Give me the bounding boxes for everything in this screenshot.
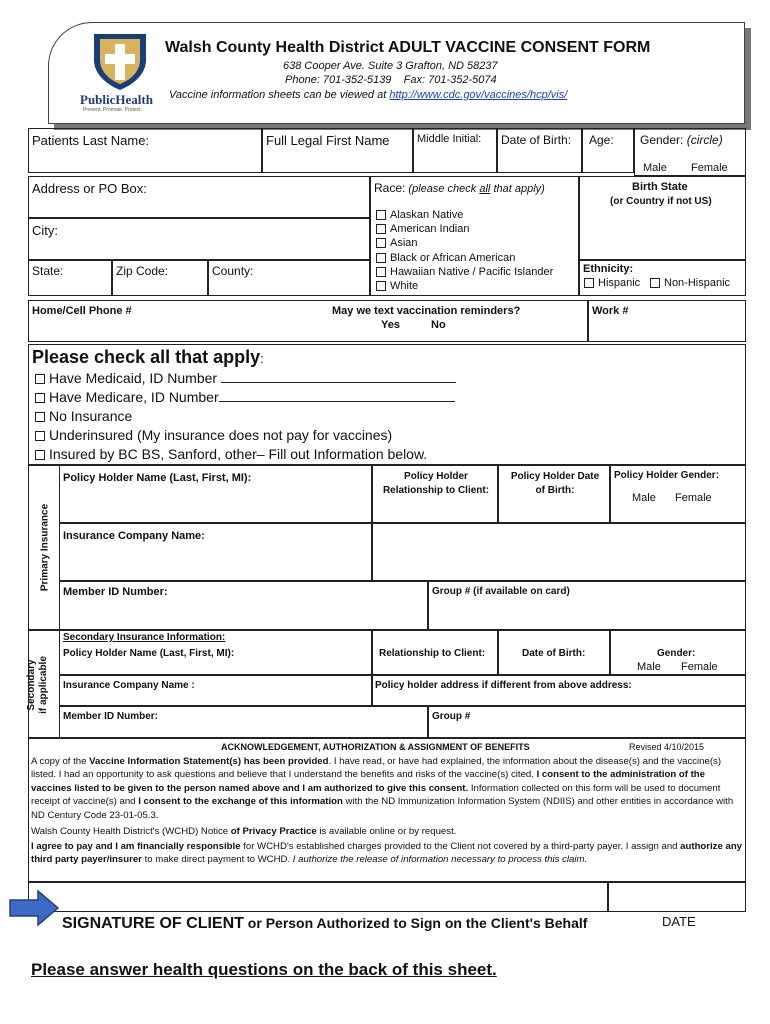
text-yes[interactable]: Yes: [381, 319, 400, 331]
zip-label: Zip Code:: [116, 264, 169, 278]
vis-link[interactable]: http://www.cdc.gov/vaccines/hcp/vis/: [389, 89, 568, 101]
coverage-medicaid[interactable]: Have Medicaid, ID Number: [35, 370, 456, 386]
ack-revised: Revised 4/10/2015: [629, 742, 705, 752]
secondary-heading: Secondary Insurance Information:: [63, 632, 226, 643]
middle-initial-label: Middle Initial:: [417, 133, 482, 145]
checkbox-icon: [35, 412, 45, 422]
primary-gender-male[interactable]: Male: [632, 492, 656, 504]
secondary-member-id-label: Member ID Number:: [63, 711, 159, 722]
secondary-holder-name-cell[interactable]: [59, 630, 372, 675]
work-phone-label: Work #: [592, 305, 629, 317]
primary-company-cell[interactable]: [59, 523, 372, 581]
primary-gender-female[interactable]: Female: [675, 492, 712, 504]
ack-paragraph-1: A copy of the Vaccine Information Statement(s) has been provided. I have read, or have had explained, the information about the disease(s) and the vaccine(s) listed. I had an opportunity to ask questions and believe that I understand the benefits and risks of the vaccine(s) cited. I consent to the administration of the vaccines listed to be given to the person named above and I am authorized to give this consent. Information collected on this form will be used to document receipt of vaccine(s) and I consent to the exchange of this information with the ND Immunization Information System (NDIIS) and other entities in accordance with ND Century Code 23-01-05.3.: [31, 756, 734, 821]
checkbox-icon: [35, 374, 45, 384]
primary-relationship-label: Policy Holder Relationship to Client:: [382, 471, 490, 496]
clinic-phone: Phone: 701-352-5139 Fax: 701-352-5074: [285, 74, 497, 86]
coverage-no-insurance[interactable]: No Insurance: [35, 408, 132, 424]
primary-member-id-cell[interactable]: [59, 581, 428, 630]
middle-initial-cell[interactable]: [413, 128, 497, 173]
race-hawaiian[interactable]: Hawaiian Native / Pacific Islander: [376, 266, 553, 278]
gender-label: Gender: (circle): [640, 133, 723, 147]
logo-tagline: Prevent. Promote. Protect.: [83, 107, 142, 113]
primary-company-label: Insurance Company Name:: [63, 530, 205, 542]
state-cell[interactable]: [28, 260, 112, 296]
dob-cell[interactable]: [497, 128, 582, 173]
secondary-gender-female[interactable]: Female: [681, 661, 718, 673]
secondary-gender-label: Gender:: [657, 648, 696, 659]
first-name-cell[interactable]: [262, 128, 413, 173]
vis-text: Vaccine information sheets can be viewed at: [169, 89, 387, 101]
secondary-address-cell[interactable]: [372, 675, 746, 706]
race-black[interactable]: Black or African American: [376, 252, 515, 264]
checkbox-icon: [376, 253, 386, 263]
ethnicity-non-hispanic[interactable]: Non-Hispanic: [650, 277, 730, 289]
form-title: Walsh County Health District ADULT VACCINE CONSENT FORM: [165, 39, 651, 56]
checkbox-icon: [35, 450, 45, 460]
secondary-relationship-label: Relationship to Client:: [379, 648, 486, 659]
last-name-label: Patients Last Name:: [32, 133, 150, 148]
secondary-dob-label: Date of Birth:: [522, 648, 586, 659]
birth-state-label: Birth State: [632, 181, 688, 193]
shield-cross-icon: [80, 30, 160, 92]
clinic-address: 638 Cooper Ave. Suite 3 Grafton, ND 58237: [283, 60, 498, 72]
checkbox-icon: [376, 224, 386, 234]
ethnicity-hispanic[interactable]: Hispanic: [584, 277, 640, 289]
age-cell[interactable]: [582, 128, 634, 173]
age-label: Age:: [589, 133, 614, 147]
county-cell[interactable]: [208, 260, 370, 296]
address-label: Address or PO Box:: [32, 181, 147, 196]
checkbox-icon: [584, 278, 594, 288]
primary-side-label: Primary Insurance: [39, 503, 51, 592]
secondary-side-label: Secondary if applicable: [26, 656, 49, 714]
ack-paragraph-3: I agree to pay and I am financially responsible for WCHD's established charges provided to the Client not covered by a third-party payer. I assign and authorize any third party payer/insurer to make direct payment to WCHD. I authorize the release of information necessary to process this claim.: [31, 841, 743, 866]
race-alaskan[interactable]: Alaskan Native: [376, 209, 463, 221]
checkbox-icon: [376, 267, 386, 277]
coverage-insured[interactable]: Insured by BC BS, Sanford, other– Fill out Information below.: [35, 446, 427, 462]
race-white[interactable]: White: [376, 280, 418, 292]
primary-gender-label: Policy Holder Gender:: [614, 470, 720, 481]
primary-group-cell[interactable]: [428, 581, 746, 630]
race-label: Race: (please check all that apply): [374, 181, 545, 195]
gender-male[interactable]: Male: [643, 162, 667, 174]
checkbox-icon: [376, 210, 386, 220]
secondary-group-label: Group #: [432, 711, 471, 722]
race-asian[interactable]: Asian: [376, 237, 418, 249]
coverage-medicare[interactable]: Have Medicare, ID Number: [35, 389, 455, 405]
text-question: May we text vaccination reminders?: [332, 305, 521, 317]
coverage-underinsured[interactable]: Underinsured (My insurance does not pay for vaccines): [35, 427, 392, 443]
secondary-relationship-cell[interactable]: [372, 630, 498, 675]
birth-state-cell[interactable]: [579, 176, 746, 260]
primary-holder-name-cell[interactable]: [59, 465, 372, 523]
gender-cell: [634, 128, 746, 176]
secondary-gender-male[interactable]: Male: [637, 661, 661, 673]
secondary-holder-name-label: Policy Holder Name (Last, First, MI):: [63, 648, 235, 659]
address-cell[interactable]: [28, 176, 370, 218]
primary-group-label: Group # (if available on card): [432, 586, 570, 597]
text-no[interactable]: No: [431, 319, 446, 331]
primary-company-value-cell[interactable]: [372, 523, 746, 581]
footer-note: Please answer health questions on the back of this sheet.: [31, 960, 497, 979]
coverage-heading: Please check all that apply:: [32, 347, 264, 367]
phone-cell[interactable]: [28, 300, 588, 342]
phone-label: Home/Cell Phone #: [32, 305, 132, 317]
coverage-section: [28, 344, 746, 465]
secondary-company-cell[interactable]: [59, 675, 372, 706]
ethnicity-label: Ethnicity:: [583, 263, 634, 275]
secondary-member-id-cell[interactable]: [59, 706, 428, 738]
checkbox-icon: [35, 393, 45, 403]
state-label: State:: [32, 264, 64, 278]
primary-holder-name-label: Policy Holder Name (Last, First, MI):: [63, 472, 252, 484]
zip-cell[interactable]: [112, 260, 208, 296]
dob-label: Date of Birth:: [501, 133, 572, 147]
checkbox-icon: [35, 431, 45, 441]
primary-gender-cell: [610, 465, 746, 523]
public-health-logo: [80, 30, 160, 112]
date-field[interactable]: [608, 882, 746, 912]
vis-info: [169, 89, 567, 101]
logo-text: PublicHealth: [80, 92, 153, 107]
signature-field[interactable]: [28, 882, 608, 912]
signature-label: SIGNATURE OF CLIENT or Person Authorized to Sign on the Client's Behalf: [62, 915, 588, 932]
secondary-address-label: Policy holder address if different from above address:: [375, 680, 632, 691]
checkbox-icon: [376, 238, 386, 248]
date-label: DATE: [662, 914, 696, 929]
birth-state-note: (or Country if not US): [610, 196, 712, 207]
secondary-company-label: Insurance Company Name :: [63, 680, 195, 691]
ack-title: ACKNOWLEDGEMENT, AUTHORIZATION & ASSIGNMENT OF BENEFITS: [221, 742, 530, 752]
race-cell: [370, 176, 579, 296]
secondary-dob-cell[interactable]: [498, 630, 610, 675]
acknowledgement-section: [28, 738, 746, 882]
arrow-right-icon: [8, 888, 62, 928]
primary-relationship-cell[interactable]: [372, 465, 498, 523]
checkbox-icon: [650, 278, 660, 288]
primary-member-id-label: Member ID Number:: [63, 586, 168, 598]
primary-dob-label: Policy Holder Date of Birth:: [510, 471, 600, 496]
last-name-cell[interactable]: [28, 128, 262, 173]
checkbox-icon: [376, 281, 386, 291]
race-american-indian[interactable]: American Indian: [376, 223, 470, 235]
work-phone-cell[interactable]: [588, 300, 746, 342]
county-label: County:: [212, 264, 254, 278]
first-name-label: Full Legal First Name: [266, 133, 390, 148]
gender-female[interactable]: Female: [691, 162, 728, 174]
secondary-gender-cell: [610, 630, 746, 675]
ethnicity-cell: [579, 260, 746, 296]
primary-dob-cell[interactable]: [498, 465, 610, 523]
ack-paragraph-2: Walsh County Health District's (WCHD) Notice of Privacy Practice is available online or by request.: [31, 826, 457, 837]
secondary-group-cell[interactable]: [428, 706, 746, 738]
city-cell[interactable]: [28, 218, 370, 260]
city-label: City:: [32, 223, 58, 238]
